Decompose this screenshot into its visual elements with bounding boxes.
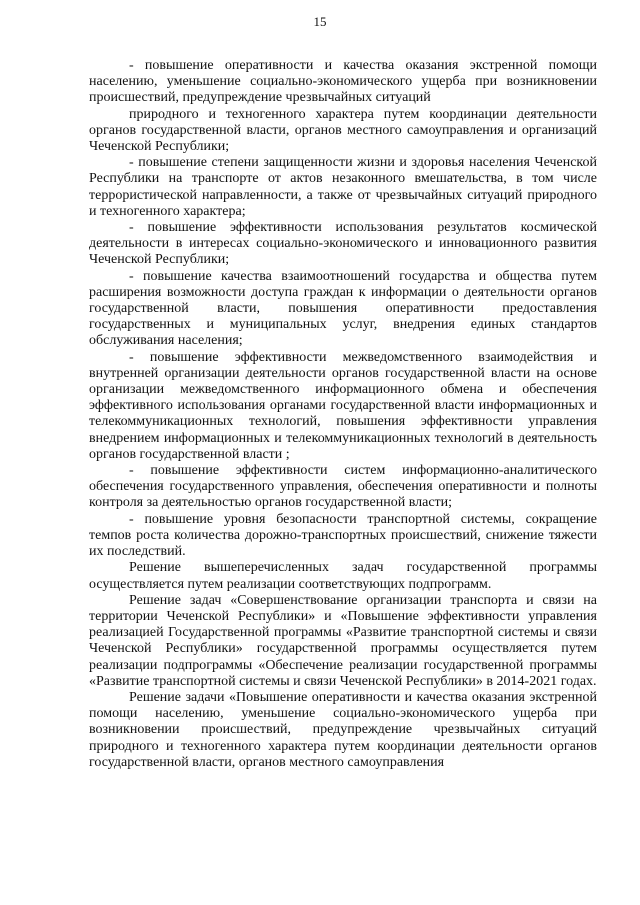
paragraph-task-state-society-relations: - повышение качества взаимоотношений государства и общества путем расширения возможности доступа граждан к информации о деятельности органов государственной власти, повышения оперативности предоставления государственных и муниципальных услуг, внедрения единых стандартов обслуживания населения; [89, 268, 597, 349]
paragraph-transport-tasks-solution: Решение задач «Совершенствование организации транспорта и связи на территории Чеченской Республики» и «Повышение эффективности управления реализацией Государственной программы «Развитие транспортной системы и связи Чеченской Республики» государственной программы осуществляется путем реализации подпрограммы «Обеспечение реализации государственной программы «Развитие транспортной системы и связи Чеченской Республики» в 2014-2021 годах. [89, 592, 597, 689]
paragraph-subprograms-summary: Решение вышеперечисленных задач государственной программы осуществляется путем реализации соответствующих подпрограмм. [89, 560, 597, 592]
paragraph-task-transport-security: - повышение степени защищенности жизни и здоровья населения Чеченской Республики на транспорте от актов незаконного вмешательства, в том числе террористической направленности, а также от чрезвычайных ситуаций природного и техногенного характера; [89, 155, 597, 219]
page-number: 15 [313, 14, 327, 29]
paragraph-task-space-activity: - повышение эффективности использования результатов космической деятельности в интересах социально-экономического и инновационного развития Чеченской Республики; [89, 220, 597, 268]
paragraph-emergency-task-solution: Решение задачи «Повышение оперативности и качества оказания экстренной помощи населению, уменьшение социально-экономического ущерба при возникновении происшествий, предупреждение чрезвычайных ситуаций природного и техногенного характера путем координации деятельности органов государственной власти, органов местного самоуправления [89, 689, 597, 770]
paragraph-task-interagency-cooperation: - повышение эффективности межведомственного взаимодействия и внутренней организации деятельности органов государственной власти на основе организации межведомственного информационного обмена и обеспечения эффективного использования органами государственной власти информационных и телекоммуникационных технологий, повышения эффективности управления внедрением информационных и телекоммуникационных технологий в деятельность органов государственной власти ; [89, 349, 597, 462]
document-body [89, 58, 597, 771]
paragraph-task-emergency-help: - повышение оперативности и качества оказания экстренной помощи населению, уменьшение социально-экономического ущерба при возникновении происшествий, предупреждение чрезвычайных ситуаций [89, 58, 597, 106]
paragraph-task-emergency-help-continued: природного и техногенного характера путем координации деятельности органов государственной власти, органов местного самоуправления и организаций Чеченской Республики; [89, 106, 597, 155]
paragraph-task-analytics-systems: - повышение эффективности систем информационно-аналитического обеспечения государственного управления, обеспечения оперативности и полноты контроля за деятельностью органов государственной власти; [89, 463, 597, 511]
paragraph-task-road-safety: - повышение уровня безопасности транспортной системы, сокращение темпов роста количества дорожно-транспортных происшествий, снижение тяжести их последствий. [89, 511, 597, 560]
